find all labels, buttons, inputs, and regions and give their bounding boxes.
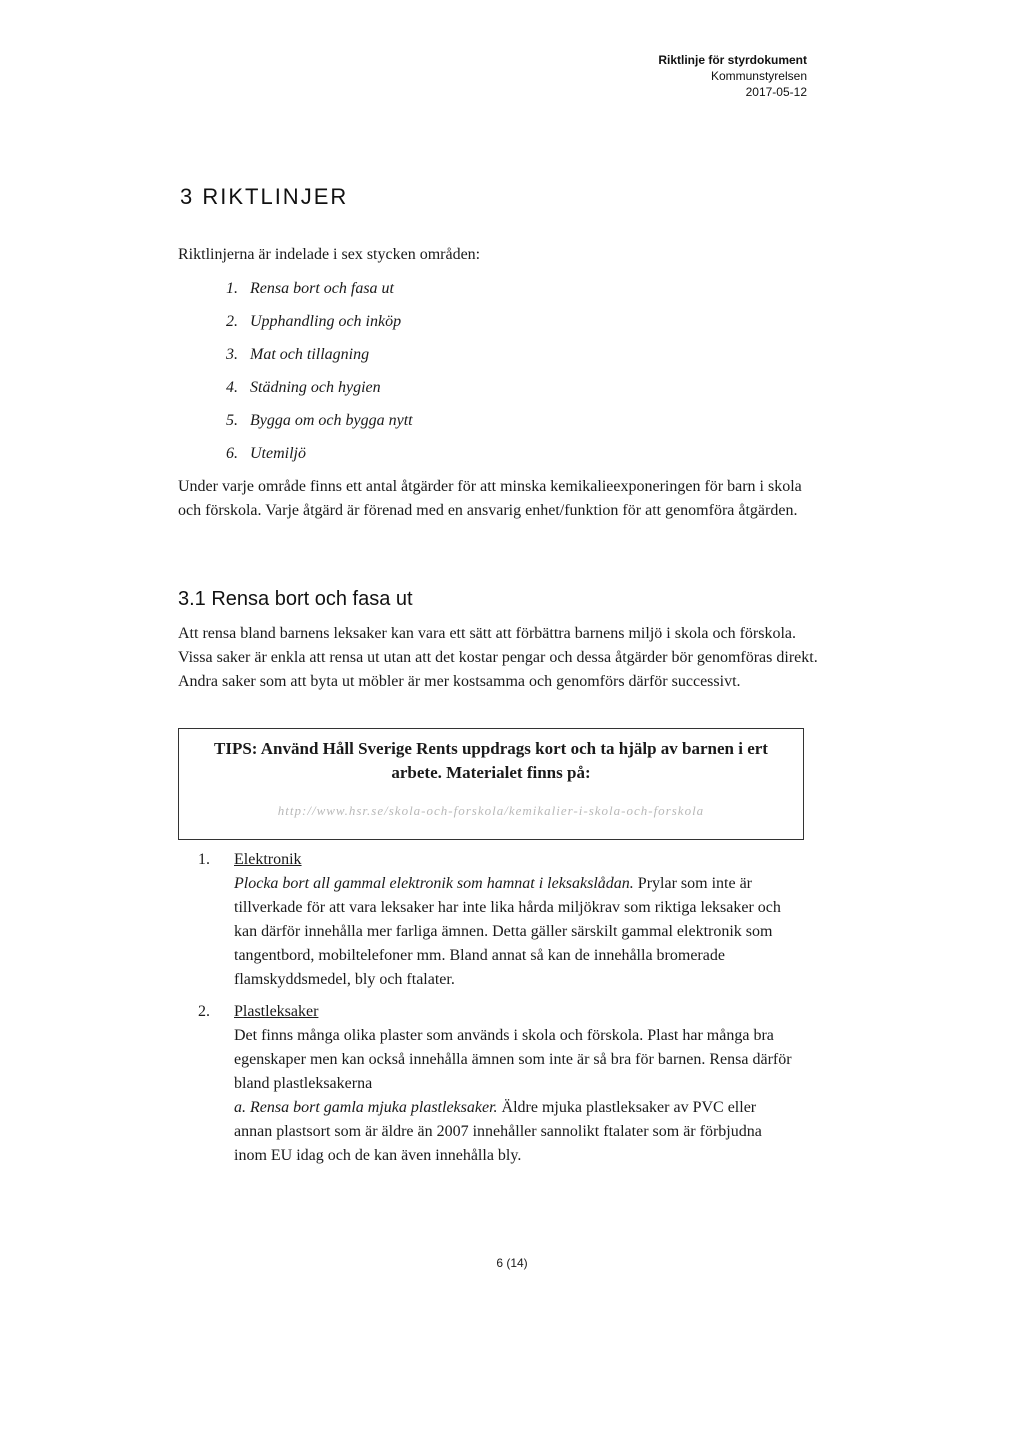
list-item-number: 3. [226, 346, 238, 363]
item-body [234, 872, 798, 992]
item-title: Elektronik [234, 851, 302, 868]
list-item-number: 6. [226, 445, 238, 462]
header-date: 2017-05-12 [745, 85, 807, 99]
list-item-label: Utemiljö [250, 445, 306, 462]
item-text: Prylar som inte är tillverkade för att vara leksaker har inte lika hårda miljökrav som riktiga leksaker och kan därför innehålla mer farliga ämnen. Detta gäller särskilt gammal elektronik som tangentbord, mobiltelefoner mm. Bland annat så kan de innehålla bromerade flamskyddsmedel, bly och ftalater. [234, 875, 781, 988]
header-org: Kommunstyrelsen [710, 69, 807, 83]
tips-link[interactable]: http://www.hsr.se/skola-och-forskola/kemikalier-i-skola-och-forskola [277, 803, 705, 818]
item-sub-text: Äldre mjuka plastleksaker av PVC eller annan plastsort som är äldre än 2007 innehåller sannolikt ftalater som är förbjudna inom EU idag och de kan även innehålla bly. [234, 1099, 762, 1164]
page-number: 6 (14) [496, 1256, 528, 1270]
subsection-paragraph: Att rensa bland barnens leksaker kan vara ett sätt att förbättra barnens miljö i skola och förskola. Vissa saker är enkla att rensa ut utan att det kostar pengar och dessa åtgärder bör genomföras direkt. Andra saker som att byta ut möbler är mer kostsamma och genomförs därför successivt. [178, 625, 818, 690]
subsection-heading: 3.1 Rensa bort och fasa ut [178, 588, 413, 610]
item-subpoint [234, 1096, 798, 1168]
list-item-label: Bygga om och bygga nytt [250, 412, 413, 429]
list-item-label: Mat och tillagning [250, 346, 370, 363]
item-lead: Plocka bort all gammal elektronik som hamnat i leksakslådan. [234, 875, 634, 892]
item-text: Det finns många olika plaster som används i skola och förskola. Plast har många bra egenskaper men kan också innehålla ämnen som inte är så bra för barnen. Rensa därför bland plastleksakerna [234, 1027, 792, 1092]
item-number: 2. [198, 1003, 210, 1020]
section-intro: Riktlinjerna är indelade i sex stycken områden: [178, 246, 481, 263]
list-item [178, 311, 413, 344]
list-item-label: Rensa bort och fasa ut [250, 280, 394, 297]
item-title: Plastleksaker [234, 1003, 319, 1020]
item-sub-lead: a. Rensa bort gamla mjuka plastleksaker. [234, 1099, 498, 1116]
list-item [178, 344, 413, 377]
list-item-number: 2. [226, 313, 238, 330]
list-item-number: 1. [226, 280, 238, 297]
document-header [658, 52, 807, 100]
list-item-label: Upphandling och inköp [250, 313, 402, 330]
item-number: 1. [198, 851, 210, 868]
section-heading: 3 RIKTLINJER [180, 184, 349, 209]
list-item [178, 410, 413, 443]
areas-list [178, 278, 413, 476]
list-item-label: Städning och hygien [250, 379, 381, 396]
list-item [178, 443, 413, 476]
list-item-elektronik [198, 848, 798, 992]
tips-box [178, 728, 804, 840]
header-doc-type: Riktlinje för styrdokument [658, 53, 807, 67]
list-item-plastleksaker [198, 1000, 798, 1168]
list-item [178, 278, 413, 311]
list-item-number: 4. [226, 379, 238, 396]
list-item [178, 377, 413, 410]
list-item-number: 5. [226, 412, 238, 429]
section-paragraph: Under varje område finns ett antal åtgärder för att minska kemikalieexponeringen för barn i skola och förskola. Varje åtgärd är förenad med en ansvarig enhet/funktion för att genomföra åtgärden. [178, 478, 802, 519]
tips-text: TIPS: Använd Håll Sverige Rents uppdrags kort och ta hjälp av barnen i ert arbete. Materialet finns på: [214, 739, 768, 782]
